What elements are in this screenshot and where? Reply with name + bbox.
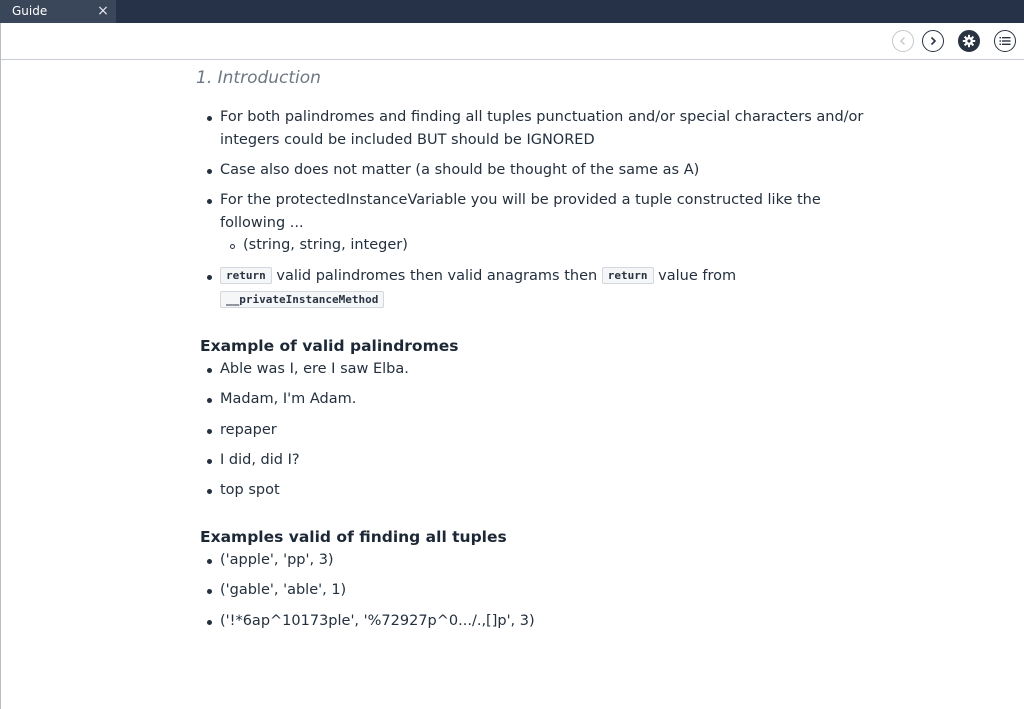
intro-item-1-line-2: integers could be included BUT should be IGNORED (220, 132, 595, 148)
settings-button[interactable] (958, 30, 980, 52)
intro-item-4-text-2: value from (658, 268, 737, 284)
tuple-item: ('gable', 'able', 1) (220, 582, 347, 598)
intro-item-2: Case also does not matter (a should be thought of the same as A) (220, 162, 700, 178)
intro-item-3-line-1: For the protectedInstanceVariable you will be provided a tuple constructed like the (220, 192, 821, 208)
code-return: return (602, 267, 654, 284)
sub-bullet (230, 244, 235, 249)
bullet (207, 398, 212, 403)
bullet (207, 459, 212, 464)
bullet (207, 620, 212, 625)
chevron-right-icon (928, 36, 938, 46)
tuple-item: ('apple', 'pp', 3) (220, 552, 334, 568)
bullet (207, 559, 212, 564)
intro-item-4-line-1 (220, 268, 736, 284)
code-private-method: __privateInstanceMethod (220, 291, 384, 308)
bullet (207, 589, 212, 594)
palindromes-heading: Example of valid palindromes (200, 337, 459, 355)
page-title: 1. Introduction (196, 68, 321, 88)
toolbar (0, 23, 1024, 60)
intro-item-1-line-1: For both palindromes and finding all tuples punctuation and/or special characters and/or (220, 109, 864, 125)
bullet (207, 199, 212, 204)
intro-item-4-text-1: valid palindromes then valid anagrams then (276, 268, 598, 284)
tab-guide[interactable] (0, 0, 116, 23)
bullet (207, 429, 212, 434)
gear-icon (962, 34, 976, 48)
chevron-left-icon (898, 36, 908, 46)
bullet (207, 368, 212, 373)
bullet (207, 116, 212, 121)
back-button[interactable] (892, 30, 914, 52)
bullet (207, 275, 212, 280)
code-return: return (220, 267, 272, 284)
bullet (207, 489, 212, 494)
guide-content (0, 60, 1024, 709)
palindrome-item: Madam, I'm Adam. (220, 391, 357, 407)
bullet (207, 169, 212, 174)
palindrome-item: Able was I, ere I saw Elba. (220, 361, 409, 377)
forward-button[interactable] (922, 30, 944, 52)
intro-item-3-sub: (string, string, integer) (243, 237, 408, 253)
tab-bar (0, 0, 1024, 23)
palindrome-item: repaper (220, 422, 277, 438)
tab-title: Guide (12, 4, 48, 18)
intro-item-3-line-2: following ... (220, 215, 304, 231)
palindrome-item: top spot (220, 482, 280, 498)
list-icon (999, 36, 1011, 46)
palindrome-item: I did, did I? (220, 452, 300, 468)
contents-button[interactable] (994, 30, 1016, 52)
close-icon[interactable]: × (97, 3, 109, 19)
tuple-item: ('!*6ap^10173ple', '%72927p^0.../.,[]p', 3) (220, 613, 535, 629)
tuples-heading: Examples valid of finding all tuples (200, 528, 507, 546)
intro-item-4-line-2 (220, 292, 384, 308)
